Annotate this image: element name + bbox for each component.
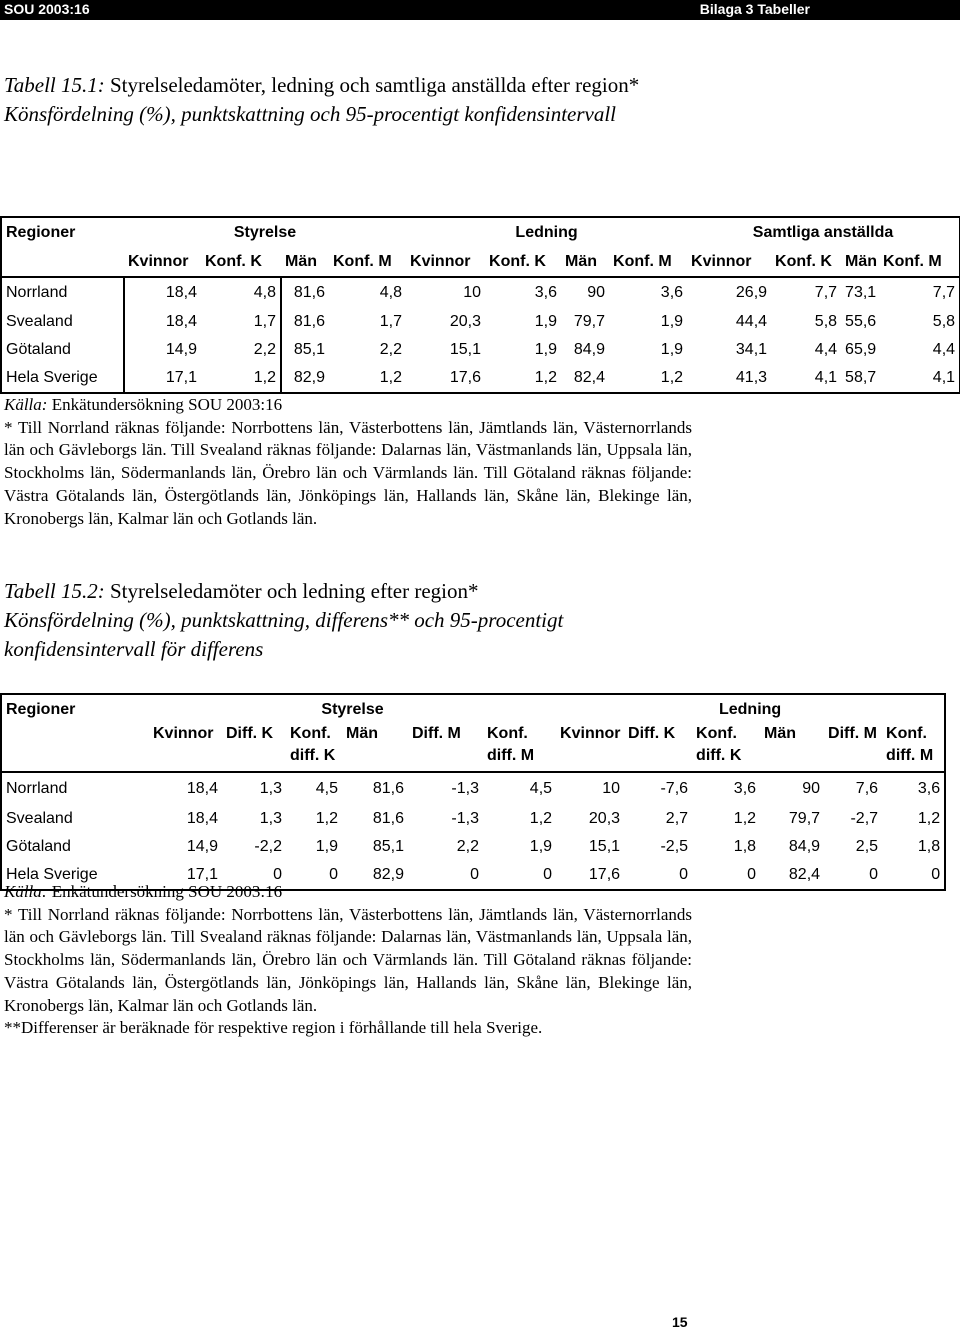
col-header: Konf. K xyxy=(771,248,841,277)
value-cell: 5,8 xyxy=(814,313,838,330)
value-cell: 1,9 xyxy=(315,838,338,855)
value-cell: 1,9 xyxy=(660,313,684,330)
table-row xyxy=(1,805,945,833)
value-cell: -2,2 xyxy=(254,838,282,855)
col-header: Kvinnor xyxy=(560,725,621,742)
value-cell: 0 xyxy=(882,861,945,890)
value-cell: 84,9 xyxy=(573,341,606,358)
value-cell: 2,2 xyxy=(201,336,281,364)
value-cell: 73,1 xyxy=(845,284,877,301)
empty-cell xyxy=(1,725,149,747)
value-cell: 17,1 xyxy=(124,364,201,393)
col-header: Konf. K xyxy=(485,248,561,277)
col-header: Kvinnor xyxy=(124,248,201,277)
value-cell: -2,7 xyxy=(850,810,879,827)
col-header xyxy=(342,747,408,772)
col-header xyxy=(760,747,824,772)
value-cell: 0 xyxy=(692,861,760,890)
value-cell: 1,9 xyxy=(534,341,558,358)
region-header: Regioner xyxy=(1,217,124,248)
group-header-styrelse: Styrelse xyxy=(149,694,556,725)
table-row xyxy=(1,336,960,364)
empty-cell xyxy=(1,248,124,277)
value-cell: 82,4 xyxy=(760,861,824,890)
value-cell: 1,2 xyxy=(315,810,338,827)
col-header: Kvinnor xyxy=(153,725,214,742)
region-cell: Götaland xyxy=(1,336,124,364)
value-cell: 5,8 xyxy=(879,308,960,336)
value-cell: 90 xyxy=(587,284,606,301)
value-cell: 0 xyxy=(286,861,342,890)
col-header: Konf. M xyxy=(329,248,406,277)
value-cell: 1,3 xyxy=(259,810,282,827)
col-header xyxy=(556,747,624,772)
value-cell: 18,4 xyxy=(186,780,218,797)
col-header: diff. M xyxy=(882,747,945,772)
value-cell: 79,7 xyxy=(573,313,606,330)
col-header: Diff. M xyxy=(412,725,461,742)
table1-title xyxy=(4,71,694,129)
value-cell: 14,9 xyxy=(165,341,197,358)
col-header: diff. M xyxy=(483,747,556,772)
table2-footnote-differenser: **Differenser är beräknade för respektive region i förhållande till hela Sverige. xyxy=(4,1018,543,1038)
table2-title-text: Styrelseledamöter och ledning efter region* xyxy=(104,579,479,603)
value-cell: 1,2 xyxy=(529,810,553,827)
value-cell: 18,4 xyxy=(165,313,197,330)
value-cell: 4,4 xyxy=(879,336,960,364)
col-header: Diff. K xyxy=(226,725,274,742)
group-header-samtliga: Samtliga anställda xyxy=(687,217,960,248)
col-header xyxy=(624,747,692,772)
value-cell: 18,4 xyxy=(165,284,197,301)
value-cell: -2,5 xyxy=(660,838,689,855)
value-cell: 0 xyxy=(222,861,286,890)
value-cell: 1,7 xyxy=(201,308,281,336)
col-header: diff. K xyxy=(286,747,342,772)
value-cell: 18,4 xyxy=(186,810,218,827)
value-cell: -1,3 xyxy=(451,780,479,797)
document-id: SOU 2003:16 xyxy=(4,1,90,17)
source-label: Källa: xyxy=(4,882,48,901)
value-cell: 1,2 xyxy=(485,364,561,393)
col-header: Konf. M xyxy=(609,248,687,277)
table-row xyxy=(1,277,960,308)
value-cell: 20,3 xyxy=(588,810,621,827)
value-cell: 85,1 xyxy=(372,838,404,855)
table1-footnote: * Till Norrland räknas följande: Norrbottens län, Västerbottens län, Jämtlands län, Västernorrlands län och Gävleborgs län. Till Svealand räknas följande: Dalarnas län, Västmanlands län, Uppsala län, Stockholms län, Södermanlands län, Örebro län och Värmlands län. Till Götaland räknas följande: Västra Götalands län, Östergötlands län, Jönköpings län, Hallands län, Skåne län, Blekinge län, Kronobergs län, Kalmar län och Gotlands län. xyxy=(4,417,692,528)
col-header: Konf. K xyxy=(201,248,281,277)
value-cell: 0 xyxy=(483,861,556,890)
running-header xyxy=(0,0,960,20)
value-cell: 7,7 xyxy=(814,284,838,301)
col-header: Konf. xyxy=(696,725,737,742)
value-cell: 79,7 xyxy=(788,810,821,827)
value-cell: 15,1 xyxy=(588,838,621,855)
value-cell: 1,2 xyxy=(882,805,945,833)
col-header: Kvinnor xyxy=(687,248,771,277)
value-cell: 84,9 xyxy=(788,838,821,855)
col-header: Män xyxy=(561,248,609,277)
value-cell: 3,6 xyxy=(660,284,684,301)
value-cell: -7,6 xyxy=(660,780,689,797)
table2-source xyxy=(4,881,692,904)
region-cell: Hela Sverige xyxy=(1,364,124,393)
value-cell: 65,9 xyxy=(845,341,877,358)
col-header: Män xyxy=(346,725,378,742)
col-header: Män xyxy=(764,725,797,742)
value-cell: 81,6 xyxy=(372,810,404,827)
value-cell: 81,6 xyxy=(293,313,325,330)
value-cell: 14,9 xyxy=(186,838,218,855)
value-cell: 1,9 xyxy=(529,838,553,855)
col-header xyxy=(824,747,882,772)
table2-title xyxy=(4,577,694,664)
col-header xyxy=(149,747,222,772)
table1 xyxy=(0,216,960,394)
value-cell: 3,6 xyxy=(733,780,757,797)
col-header: Konf. xyxy=(290,725,331,742)
source-text: Enkätundersökning SOU 2003:16 xyxy=(47,395,283,414)
value-cell: 58,7 xyxy=(841,364,879,393)
table1-label: Tabell 15.1: xyxy=(4,73,105,97)
col-header: Män xyxy=(281,248,329,277)
value-cell: 41,3 xyxy=(687,364,771,393)
value-cell: 0 xyxy=(408,861,483,890)
value-cell: 1,8 xyxy=(882,833,945,861)
empty-cell xyxy=(1,747,149,772)
col-header xyxy=(222,747,286,772)
table2 xyxy=(0,693,946,891)
col-header: diff. K xyxy=(692,747,760,772)
value-cell: 17,1 xyxy=(149,861,222,890)
value-cell: 17,6 xyxy=(556,861,624,890)
value-cell: 1,9 xyxy=(660,341,684,358)
value-cell: 2,7 xyxy=(665,810,689,827)
col-header: Konf. xyxy=(882,725,945,747)
value-cell: 15,1 xyxy=(449,341,482,358)
value-cell: 82,4 xyxy=(561,364,609,393)
table1-title-text: Styrelseledamöter, ledning och samtliga anställda efter region* xyxy=(104,73,640,97)
region-cell: Götaland xyxy=(1,833,149,861)
group-header-styrelse: Styrelse xyxy=(124,217,406,248)
value-cell: 82,9 xyxy=(342,861,408,890)
region-cell: Svealand xyxy=(1,805,149,833)
value-cell: 34,1 xyxy=(735,341,768,358)
value-cell: 4,5 xyxy=(315,780,338,797)
appendix-title: Bilaga 3 Tabeller xyxy=(699,1,810,17)
value-cell: 1,3 xyxy=(259,780,282,797)
col-header: Konf. M xyxy=(879,248,960,277)
col-header: Kvinnor xyxy=(406,248,485,277)
col-header xyxy=(408,747,483,772)
value-cell: -1,3 xyxy=(451,810,479,827)
value-cell: 1,7 xyxy=(379,313,403,330)
region-cell: Norrland xyxy=(1,277,124,308)
value-cell: 1,2 xyxy=(609,364,687,393)
value-cell: 4,8 xyxy=(379,284,403,301)
value-cell: 81,6 xyxy=(293,284,325,301)
value-cell: 17,6 xyxy=(406,364,485,393)
value-cell: 4,1 xyxy=(771,364,841,393)
value-cell: 3,6 xyxy=(534,284,558,301)
value-cell: 20,3 xyxy=(449,313,482,330)
table-row xyxy=(1,308,960,336)
table1-subtitle: Könsfördelning (%), punktskattning och 95-procentigt konfidensintervall xyxy=(4,102,617,126)
value-cell: 10 xyxy=(602,780,621,797)
value-cell: 4,4 xyxy=(814,341,838,358)
col-header: Konf. xyxy=(487,725,528,742)
col-header: Diff. M xyxy=(828,725,877,742)
region-cell: Svealand xyxy=(1,308,124,336)
table-row xyxy=(1,364,960,393)
value-cell: 1,8 xyxy=(733,838,757,855)
value-cell: 85,1 xyxy=(293,341,325,358)
group-header-ledning: Ledning xyxy=(556,694,945,725)
value-cell: 3,6 xyxy=(882,772,945,805)
table2-footnote: * Till Norrland räknas följande: Norrbottens län, Västerbottens län, Jämtlands län, Västernorrlands län och Gävleborgs län. Till Svealand räknas följande: Dalarnas län, Västmanlands län, Uppsala län, Stockholms län, Södermanlands län, Örebro län och Värmlands län. Till Götaland räknas följande: Västra Götalands län, Östergötlands län, Jönköpings län, Hallands län, Skåne län, Blekinge län, Kronobergs län, Kalmar län och Gotlands län. xyxy=(4,904,692,1015)
source-text: Enkätundersökning SOU 2003:16 xyxy=(47,882,283,901)
col-header: Män xyxy=(841,248,879,277)
value-cell: 1,2 xyxy=(329,364,406,393)
table1-notes xyxy=(4,394,692,530)
value-cell: 2,2 xyxy=(379,341,403,358)
region-cell: Hela Sverige xyxy=(1,861,149,890)
value-cell: 55,6 xyxy=(845,313,877,330)
table2-label: Tabell 15.2: xyxy=(4,579,105,603)
value-cell: 26,9 xyxy=(735,284,768,301)
source-label: Källa: xyxy=(4,395,48,414)
value-cell: 7,6 xyxy=(855,780,879,797)
region-header: Regioner xyxy=(1,694,149,725)
value-cell: 0 xyxy=(824,861,882,890)
region-cell: Norrland xyxy=(1,772,149,805)
group-header-ledning: Ledning xyxy=(406,217,687,248)
value-cell: 90 xyxy=(802,780,821,797)
page-number: 15 xyxy=(672,1314,688,1330)
value-cell: 82,9 xyxy=(281,364,329,393)
value-cell: 7,7 xyxy=(879,277,960,308)
table2-subtitle: Könsfördelning (%), punktskattning, differens** och 95-procentigt konfidensintervall för differens xyxy=(4,608,564,661)
table-row xyxy=(1,772,945,805)
value-cell: 4,5 xyxy=(529,780,553,797)
value-cell: 0 xyxy=(624,861,692,890)
value-cell: 2,5 xyxy=(855,838,879,855)
value-cell: 4,8 xyxy=(201,277,281,308)
value-cell: 2,2 xyxy=(456,838,479,855)
table1-source xyxy=(4,394,692,417)
value-cell: 1,9 xyxy=(534,313,558,330)
value-cell: 1,2 xyxy=(733,810,757,827)
col-header: Diff. K xyxy=(628,725,676,742)
value-cell: 1,2 xyxy=(201,364,281,393)
value-cell: 44,4 xyxy=(735,313,768,330)
table2-notes xyxy=(4,881,692,1040)
table-row xyxy=(1,833,945,861)
value-cell: 10 xyxy=(463,284,482,301)
value-cell: 81,6 xyxy=(372,780,404,797)
value-cell: 4,1 xyxy=(879,364,960,393)
